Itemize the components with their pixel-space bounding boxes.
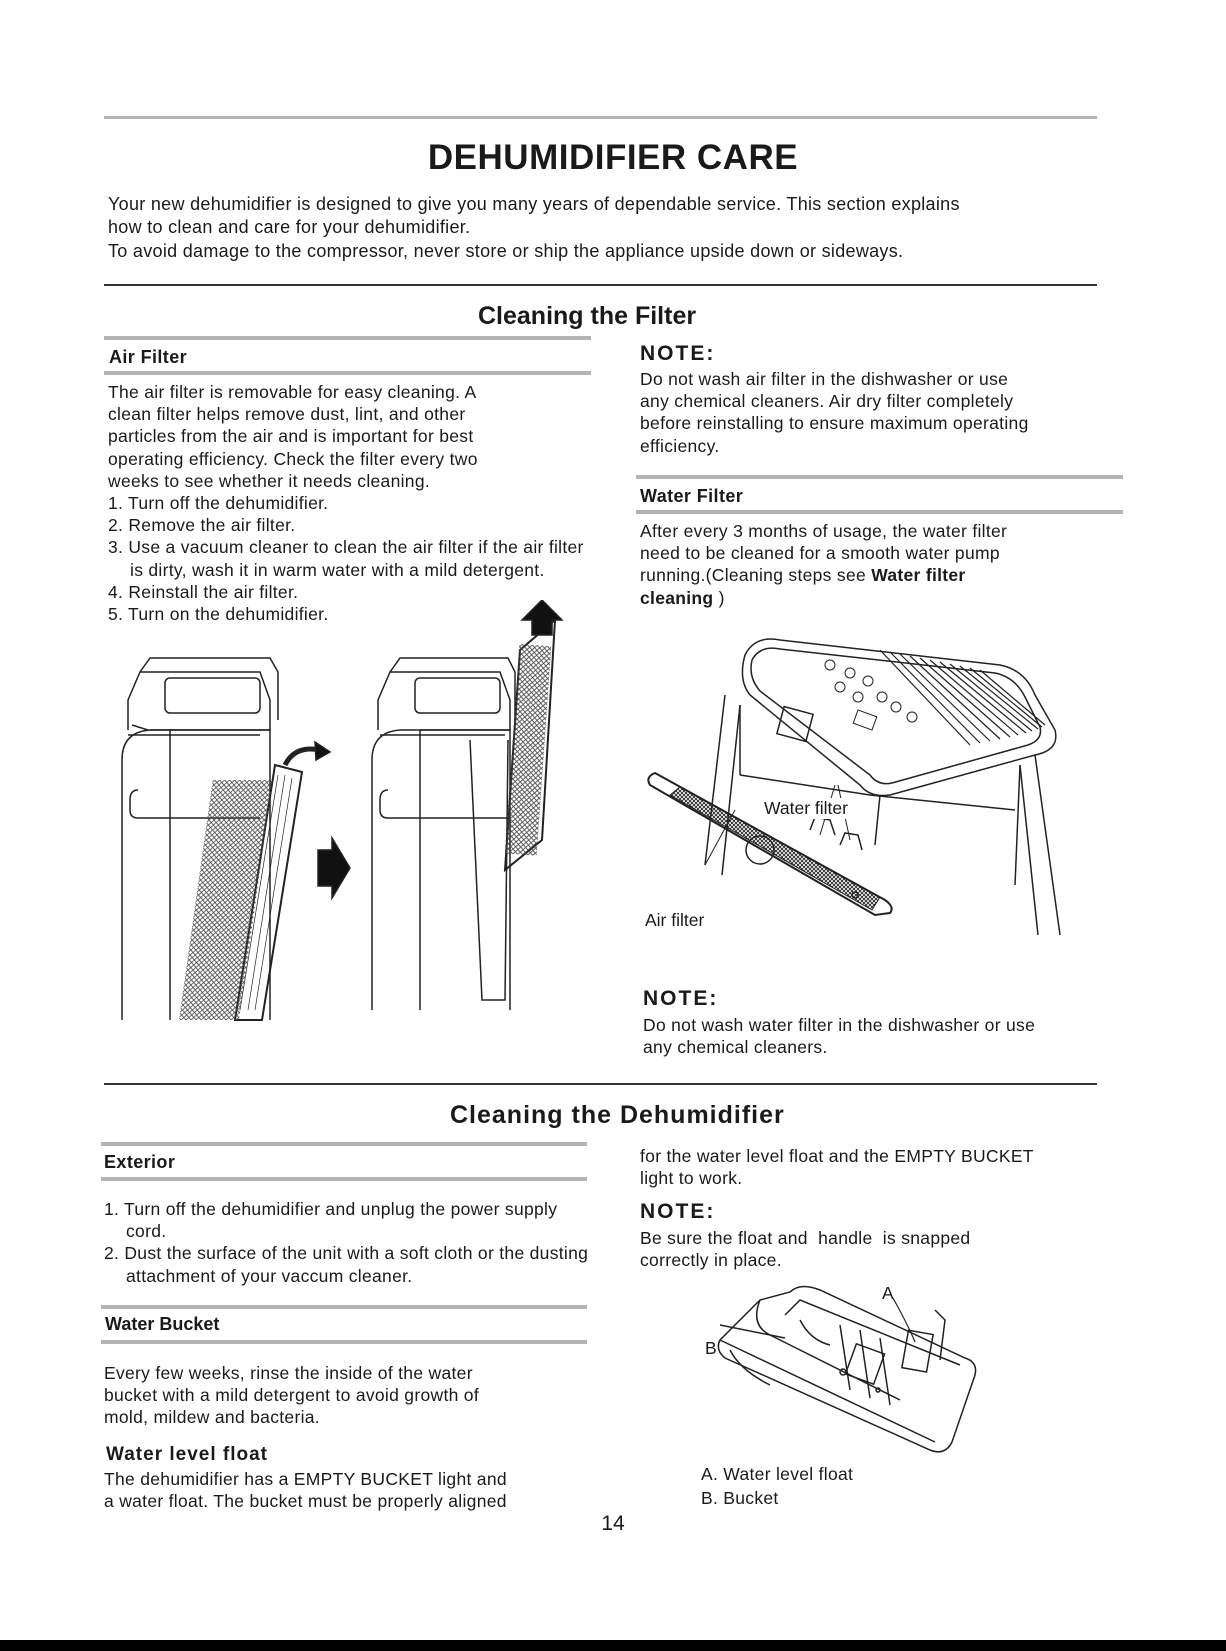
- water-filter-rule-top: [636, 475, 1123, 479]
- section-divider-1: [104, 284, 1097, 286]
- bucket-label-b: B: [705, 1338, 717, 1358]
- air-filter-heading: Air Filter: [109, 347, 188, 367]
- water-filter-body-end: ): [713, 587, 725, 608]
- water-filter-body: [640, 520, 1120, 609]
- page-number: 14: [601, 1512, 625, 1535]
- intro-line-3: To avoid damage to the compressor, never store or ship the appliance upside down or sideways.: [108, 241, 904, 261]
- top-rule: [104, 116, 1097, 119]
- water-level-float-body: The dehumidifier has a EMPTY BUCKET light and a water float. The bucket must be properly aligned: [104, 1469, 507, 1512]
- exterior-heading: Exterior: [104, 1152, 176, 1172]
- water-bucket-rule-bottom: [101, 1340, 587, 1344]
- list-item: 2. Remove the air filter.: [108, 515, 296, 536]
- list-item: 5. Turn on the dehumidifier.: [108, 604, 329, 625]
- water-filter-heading: Water Filter: [640, 486, 744, 506]
- water-bucket-body: Every few weeks, rinse the inside of the water bucket with a mild detergent to avoid growth of mold, mildew and bacteria.: [104, 1363, 479, 1428]
- air-filter-removal-illustration: [110, 600, 600, 1030]
- water-filter-rule-bottom: [636, 510, 1123, 514]
- note-label-2: NOTE:: [643, 987, 719, 1010]
- exterior-rule-top: [101, 1142, 587, 1146]
- list-item: 4. Reinstall the air filter.: [108, 581, 299, 602]
- bottom-edge-bar: [0, 1640, 1226, 1651]
- bucket-legend-a: A. Water level float: [701, 1464, 854, 1484]
- section-heading-dehumidifier: Cleaning the Dehumidifier: [450, 1101, 785, 1129]
- exterior-steps: [104, 1198, 594, 1287]
- air-filter-rule-bottom: [104, 371, 591, 375]
- intro-line-2: how to clean and care for your dehumidifier.: [108, 217, 471, 237]
- list-item: 2. Dust the surface of the unit with a soft cloth or the dusting attachment of your vaccum cleaner.: [104, 1243, 589, 1286]
- air-filter-rule-top: [104, 336, 591, 340]
- note-body-3: Be sure the float and handle is snapped correctly in place.: [640, 1228, 971, 1271]
- list-item: 1. Turn off the dehumidifier and unplug the power supply cord.: [104, 1199, 558, 1242]
- water-level-float-heading: Water level float: [106, 1444, 269, 1465]
- callout-air-filter: Air filter: [645, 910, 705, 930]
- note-body-2: Do not wash water filter in the dishwasher or use any chemical cleaners.: [643, 1015, 1036, 1058]
- water-filter-body-text: After every 3 months of usage, the water filter need to be cleaned for a smooth water pump running.(Cleaning steps see: [640, 521, 1008, 586]
- note-label-1: NOTE:: [640, 342, 716, 365]
- bucket-label-a: A: [882, 1283, 894, 1303]
- water-bucket-illustration: [700, 1280, 990, 1460]
- bucket-legend-b: B. Bucket: [701, 1488, 779, 1508]
- float-continuation-text: for the water level float and the EMPTY BUCKET light to work.: [640, 1146, 1034, 1189]
- section-heading-filter: Cleaning the Filter: [478, 302, 697, 330]
- water-bucket-heading: Water Bucket: [105, 1314, 220, 1334]
- page-title: DEHUMIDIFIER CARE: [427, 138, 799, 177]
- list-item: 3. Use a vacuum cleaner to clean the air filter if the air filter is dirty, wash it in warm water with a mild detergent.: [108, 537, 584, 580]
- water-filter-cross-reference: Water filter cleaning: [640, 565, 966, 608]
- list-item: 1. Turn off the dehumidifier.: [108, 493, 329, 513]
- section-divider-2: [104, 1083, 1097, 1085]
- callout-water-filter: Water filter: [764, 798, 848, 818]
- intro-line-1: Your new dehumidifier is designed to give you many years of dependable service. This section explains: [108, 194, 960, 214]
- air-filter-body: The air filter is removable for easy cleaning. A clean filter helps remove dust, lint, and other particles from the air and is important for best operating efficiency. Check the filter every two weeks to see whether it needs cleaning.: [108, 382, 478, 491]
- exterior-rule-bottom: [101, 1177, 587, 1181]
- note-label-3: NOTE:: [640, 1200, 716, 1223]
- note-body-1: Do not wash air filter in the dishwasher or use any chemical cleaners. Air dry filter completely before reinstalling to ensure maximum operating efficiency.: [640, 369, 1029, 456]
- water-filter-illustration: [640, 635, 1110, 965]
- water-bucket-rule-top: [101, 1305, 587, 1309]
